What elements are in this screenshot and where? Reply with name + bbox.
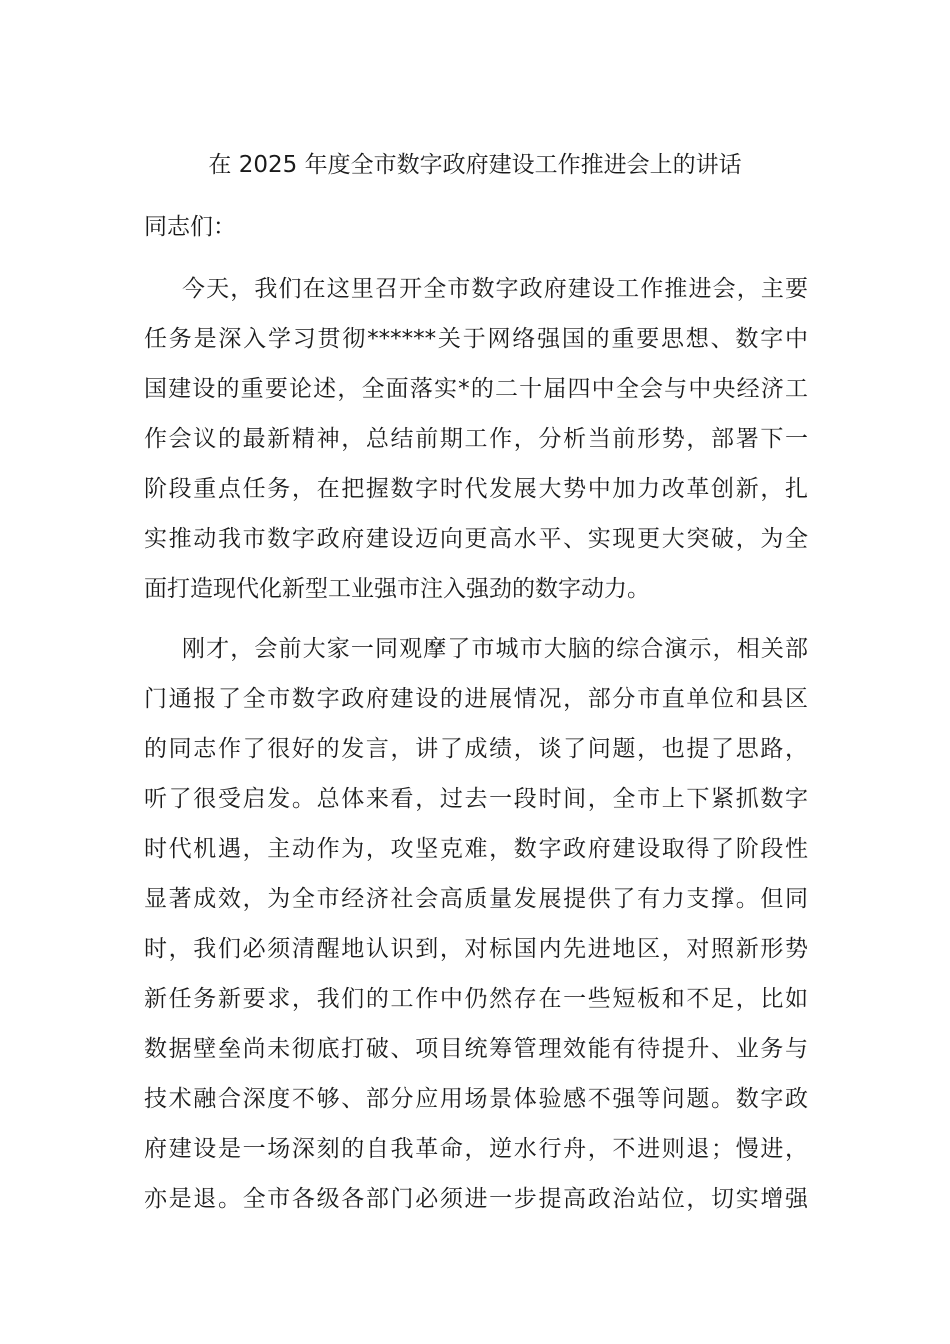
- paragraph-line: 的同志作了很好的发言，讲了成绩，谈了问题，也提了思路，: [144, 736, 808, 762]
- paragraph-line: 门通报了全市数字政府建设的进展情况，部分市直单位和县区: [144, 686, 808, 712]
- paragraph-line: 作会议的最新精神，总结前期工作，分析当前形势，部署下一: [144, 426, 808, 452]
- paragraph-line: 亦是退。全市各级各部门必须进一步提高政治站位，切实增强: [144, 1186, 808, 1212]
- paragraph-2: [144, 624, 808, 1224]
- paragraph-line: 府建设是一场深刻的自我革命，逆水行舟，不进则退；慢进，: [144, 1136, 808, 1162]
- paragraph-line: 今天，我们在这里召开全市数字政府建设工作推进会，主要: [182, 276, 808, 302]
- document-title: 在 2025 年度全市数字政府建设工作推进会上的讲话: [208, 152, 742, 178]
- paragraph-line: 国建设的重要论述，全面落实*的二十届四中全会与中央经济工: [144, 376, 808, 402]
- paragraph-line: 时，我们必须清醒地认识到，对标国内先进地区，对照新形势: [144, 936, 808, 962]
- paragraph-line: 听了很受启发。总体来看，过去一段时间，全市上下紧抓数字: [144, 786, 808, 812]
- paragraph-line: 时代机遇，主动作为，攻坚克难，数字政府建设取得了阶段性: [144, 836, 808, 862]
- salutation: 同志们：: [144, 214, 236, 240]
- paragraph-line: 实推动我市数字政府建设迈向更高水平、实现更大突破，为全: [144, 526, 808, 552]
- paragraph-line: 阶段重点任务，在把握数字时代发展大势中加力改革创新，扎: [144, 476, 808, 502]
- paragraph-line: 任务是深入学习贯彻******关于网络强国的重要思想、数字中: [144, 326, 808, 352]
- paragraph-line: 数据壁垒尚未彻底打破、项目统筹管理效能有待提升、业务与: [144, 1036, 808, 1062]
- paragraph-line: 显著成效，为全市经济社会高质量发展提供了有力支撑。但同: [144, 886, 808, 912]
- paragraph-line: 刚才，会前大家一同观摩了市城市大脑的综合演示，相关部: [182, 636, 808, 662]
- paragraph-line: 新任务新要求，我们的工作中仍然存在一些短板和不足，比如: [144, 986, 808, 1012]
- paragraph-1: [144, 264, 808, 614]
- paragraph-line: 技术融合深度不够、部分应用场景体验感不强等问题。数字政: [144, 1086, 808, 1112]
- paragraph-line: 面打造现代化新型工业强市注入强劲的数字动力。: [144, 576, 650, 602]
